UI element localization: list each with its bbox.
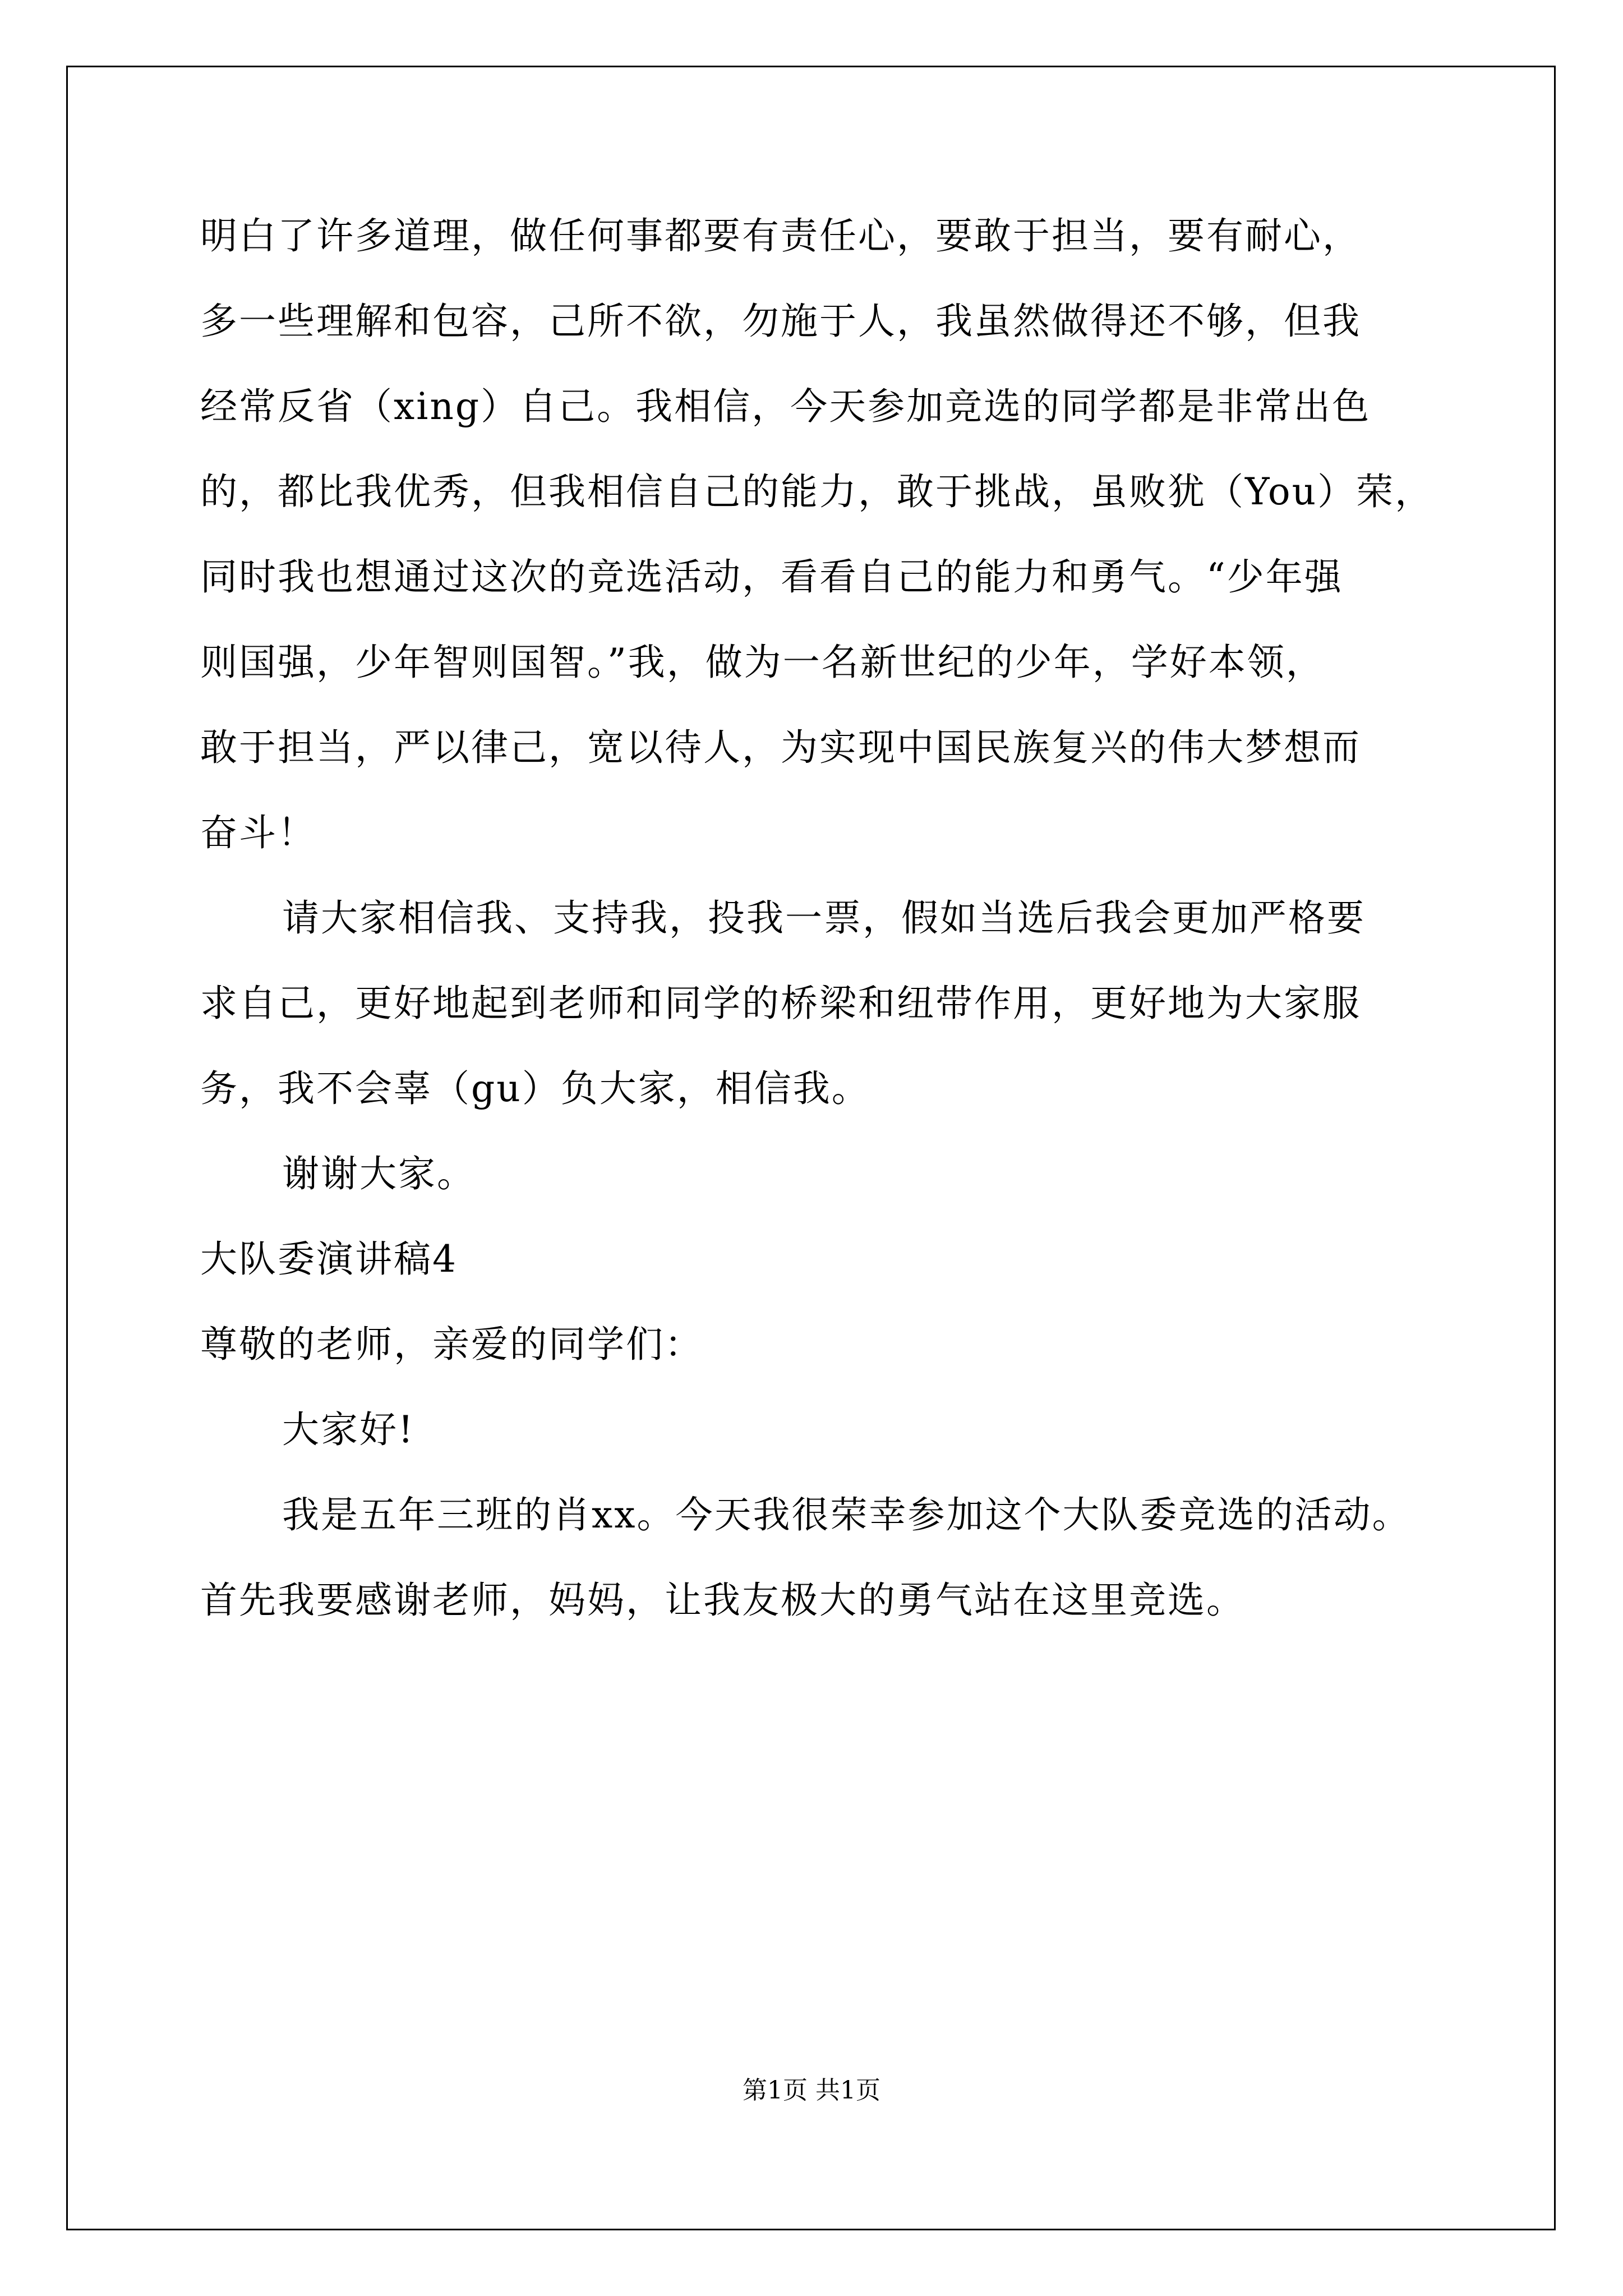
paragraph-line: 则国强，少年智则国智。”我，做为一名新世纪的少年，学好本领，: [200, 641, 1325, 684]
paragraph-line: 首先我要感谢老师，妈妈，让我友极大的勇气站在这里竞选。: [200, 1579, 1245, 1622]
salutation: 尊敬的老师，亲爱的同学们：: [200, 1323, 703, 1366]
paragraph-line: 明白了许多道理，做任何事都要有责任心，要敢于担当，要有耐心，: [200, 214, 1361, 257]
paragraph-line: 同时我也想通过这次的竞选活动，看看自己的能力和勇气。“少年强: [200, 555, 1343, 599]
paragraph-line: 求自己，更好地起到老师和同学的桥梁和纽带作用，更好地为大家服: [200, 982, 1361, 1025]
page-number-footer: 第1页 共1页: [743, 2076, 880, 2105]
paragraph-line: 的，都比我优秀，但我相信自己的能力，敢于挑战，虽败犹（You）荣，: [200, 470, 1434, 513]
paragraph-line: 敢于担当，严以律己，宽以待人，为实现中国民族复兴的伟大梦想而: [200, 726, 1361, 769]
paragraph-line: 我是五年三班的肖xx。今天我很荣幸参加这个大队委竞选的活动。: [282, 1493, 1411, 1536]
greeting: 大家好!: [282, 1408, 415, 1451]
paragraph-line: 经常反省（xing）自己。我相信，今天参加竞选的同学都是非常出色: [200, 385, 1371, 428]
paragraph-line: 多一些理解和包容，己所不欲，勿施于人，我虽然做得还不够，但我: [200, 300, 1361, 343]
paragraph-line: 谢谢大家。: [282, 1152, 476, 1195]
paragraph-line: 请大家相信我、支持我，投我一票，假如当选后我会更加严格要: [282, 896, 1366, 940]
paragraph-line: 奋斗！: [200, 811, 316, 854]
section-heading: 大队委演讲稿4: [200, 1237, 458, 1281]
paragraph-line: 务，我不会辜（gu）负大家，相信我。: [200, 1067, 870, 1110]
